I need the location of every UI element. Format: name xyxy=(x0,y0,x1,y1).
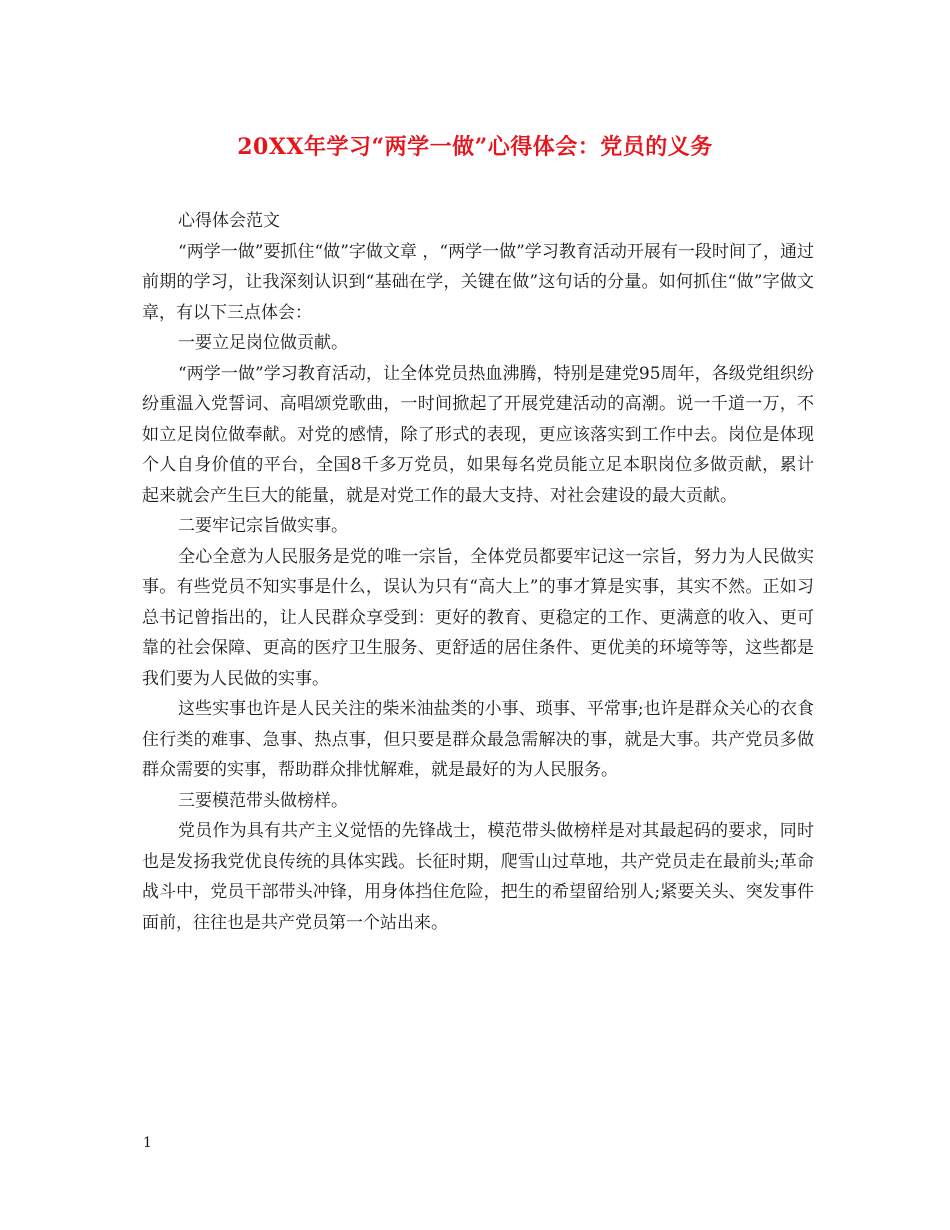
paragraph-intro: “两学一做”要抓住“做”字做文章 ，“两学一做”学习教育活动开展有一段时间了，通过前期的学习，让我深刻认识到“基础在学，关键在做”这句话的分量。如何抓住“做”字做文章，有以下三点体会： xyxy=(142,241,814,323)
section-heading-2: 二要牢记宗旨做实事。 xyxy=(178,516,348,536)
page-number: 1 xyxy=(143,1135,152,1151)
document-title: 20XX年学习“两学一做”心得体会：党员的义务 xyxy=(237,134,713,160)
paragraph-section-2b: 这些实事也许是人民关注的柴米油盐类的小事、琐事、平常事;也许是群众关心的衣食住行类的难事、急事、热点事，但只要是群众最急需解决的事，就是大事。共产党员多做群众需要的实事，帮助群众排忧解难，就是最好的为人民服务。 xyxy=(142,699,814,780)
section-heading-3: 三要模范带头做榜样。 xyxy=(178,790,348,811)
paragraph-section-3: 党员作为具有共产主义觉悟的先锋战士，模范带头做榜样是对其最起码的要求，同时也是发扬我党优良传统的具体实践。长征时期，爬雪山过草地，共产党员走在最前头;革命战斗中，党员干部带头冲锋，用身体挡住危险，把生的希望留给别人;紧要关头、突发事件面前，往往也是共产党员第一个站出来。 xyxy=(142,821,814,933)
paragraph-category: 心得体会范文 xyxy=(178,211,280,231)
document-body xyxy=(142,206,814,938)
section-heading-1: 一要立足岗位做贡献。 xyxy=(178,333,348,353)
paragraph-section-2a: 全心全意为人民服务是党的唯一宗旨，全体党员都要牢记这一宗旨，努力为人民做实事。有些党员不知实事是什么，误认为只有“高大上”的事才算是实事，其实不然。正如习总书记曾指出的，让人民群众享受到：更好的教育、更稳定的工作、更满意的收入、更可靠的社会保障、更高的医疗卫生服务、更舒适的居住条件、更优美的环境等等，这些都是我们要为人民做的实事。 xyxy=(142,546,814,689)
paragraph-section-1: “两学一做”学习教育活动，让全体党员热血沸腾，特别是建党95周年，各级党组织纷纷重温入党誓词、高唱颂党歌曲，一时间掀起了开展党建活动的高潮。说一千道一万，不如立足岗位做奉献。对党的感情，除了形式的表现，更应该落实到工作中去。岗位是体现个人自身价值的平台，全国8千多万党员，如果每名党员能立足本职岗位多做贡献，累计起来就会产生巨大的能量，就是对党工作的最大支持、对社会建设的最大贡献。 xyxy=(142,363,814,506)
